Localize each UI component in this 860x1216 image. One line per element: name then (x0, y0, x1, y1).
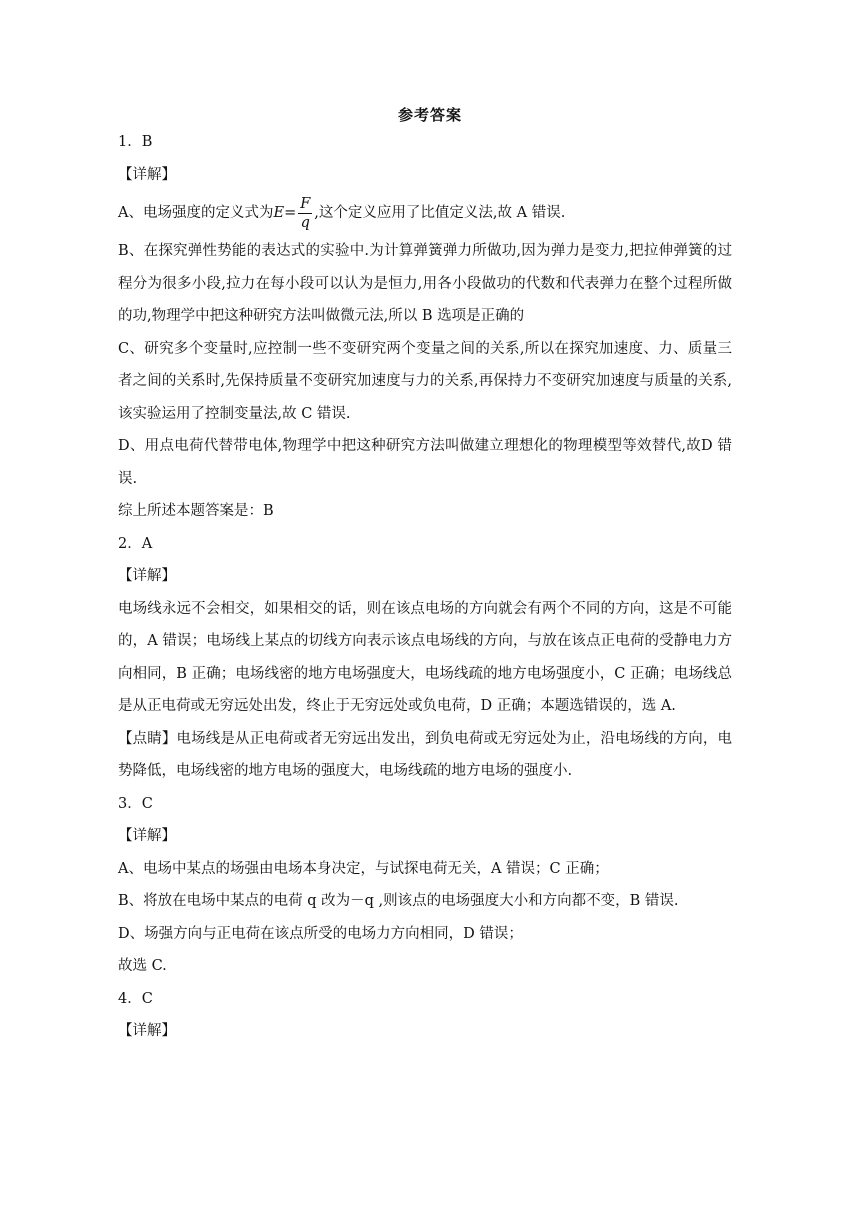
q3-option-d: D、场强方向与正电荷在该点所受的电场力方向相同，D 错误； (118, 925, 523, 942)
formula-fraction (298, 195, 312, 232)
q1-number: 1．B (118, 134, 153, 150)
q3-number: 3．C (118, 795, 153, 812)
q1-option-a (118, 191, 732, 235)
q3-option-a: A、电场中某点的场强由电场本身决定，与试探电荷无关，A 错误；C 正确； (118, 860, 609, 877)
q1-a-post: ,这个定义应用了比值定义法,故 A 错误. (314, 205, 566, 221)
q1-detail-tag: 【详解】 (118, 166, 176, 183)
q1-a-pre: A、电场强度的定义式为 (118, 205, 274, 221)
q3-summary: 故选 C. (118, 958, 167, 974)
page-title: 参考答案 (397, 106, 462, 124)
formula-denominator: q (300, 214, 310, 231)
q1-option-d: D、用点电荷代替带电体,物理学中把这种研究方法叫做建立理想化的物理模型等效替代,故D 错误. (118, 438, 732, 487)
q3-option-b: B、将放在电场中某点的电荷 q 改为－q ,则该点的电场强度大小和方向都不变，B 错误. (118, 893, 679, 909)
q4-number: 4．C (118, 990, 153, 1007)
q1-option-c: C、研究多个变量时,应控制一些不变研究两个变量之间的关系,所以在探究加速度、力、质量三者之间的关系时,先保持质量不变研究加速度与力的关系,再保持力不变研究加速度与质量的关系,该实验运用了控制变量法,故 C 错误. (118, 340, 732, 422)
q1-block (118, 126, 732, 1048)
q2-detail-tag: 【详解】 (118, 568, 176, 584)
q2-tip: 【点睛】电场线是从正电荷或者无穷远出发出，到负电荷或无穷远处为止，沿电场线的方向，电势降低，电场线密的地方电场的强度大，电场线疏的地方电场的强度小. (118, 730, 732, 779)
q2-number: 2．A (118, 535, 153, 552)
q4-detail-tag: 【详解】 (118, 1023, 176, 1039)
q2-body: 电场线永远不会相交，如果相交的话，则在该点电场的方向就会有两个不同的方向，这是不可能的，A 错误；电场线上某点的切线方向表示该点电场线的方向，与放在该点正电荷的受静电力方向相同，B 正确；电场线密的地方电场强度大，电场线疏的地方电场强度小，C 正确；电场线总是从正电荷或无穷远处出发，终止于无穷远处或负电荷，D 正确；本题选错误的，选 A. (118, 600, 732, 714)
formula-numerator: F (300, 195, 311, 212)
q1-summary: 综上所述本题答案是：B (118, 503, 274, 519)
q3-detail-tag: 【详解】 (118, 828, 176, 844)
formula-lhs: E (273, 205, 285, 221)
q1-option-b: B、在探究弹性势能的表达式的实验中.为计算弹簧弹力所做功,因为弹力是变力,把拉伸弹簧的过程分为很多小段,拉力在每小段可以认为是恒力,用各小段做功的代数和代表弹力在整个过程所做的功,物理学中把这种研究方法叫做微元法,所以 B 选项是正确的 (118, 243, 732, 324)
formula-eq: = (284, 205, 297, 221)
